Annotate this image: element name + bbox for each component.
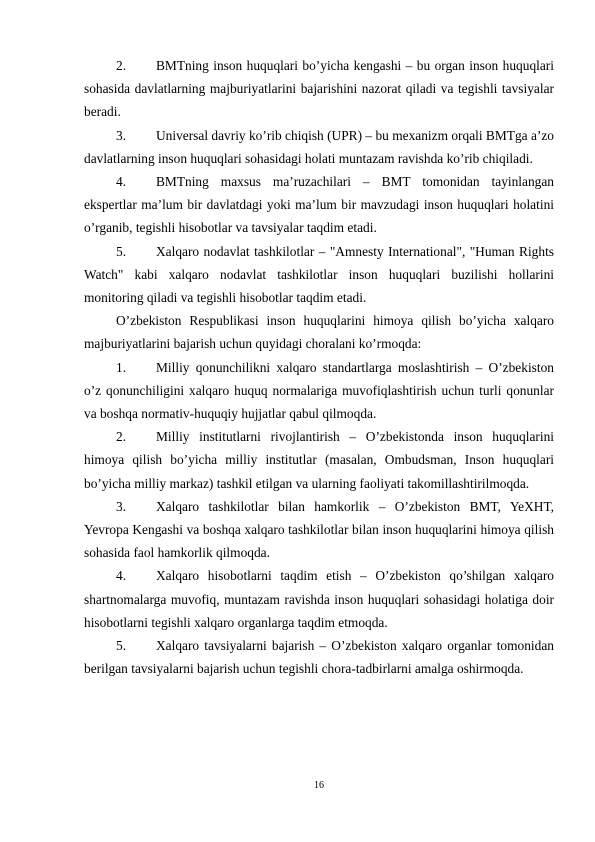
paragraph-text: Xalqaro tavsiyalarni bajarish – O’zbekiston xalqaro organlar tomonidan berilgan tavsiyalarni bajarish uchun tegishli chora-tadbirlarni amalga oshirmoqda. bbox=[84, 638, 554, 677]
paragraph-item bbox=[84, 495, 554, 565]
paragraph-item bbox=[84, 240, 554, 310]
paragraph-item bbox=[84, 54, 554, 124]
paragraph-item bbox=[84, 564, 554, 634]
paragraph-text: Xalqaro tashkilotlar bilan hamkorlik – O’zbekiston BMT, YeXHT, Yevropa Kengashi va boshqa xalqaro tashkilotlar bilan inson huquqlarini himoya qilish sohasida faol hamkorlik qilmoqda. bbox=[84, 498, 554, 561]
item-number: 4. bbox=[116, 174, 127, 190]
item-number: 1. bbox=[116, 359, 127, 375]
paragraph-text: BMTning inson huquqlari bo’yicha kengashi – bu organ inson huquqlari sohasida davlatlarning majburiyatlarini bajarishini nazorat qiladi va tegishli tavsiyalar beradi. bbox=[84, 58, 554, 120]
document-body bbox=[84, 54, 554, 680]
item-number: 3. bbox=[116, 498, 127, 514]
item-number: 5. bbox=[116, 243, 127, 259]
paragraph-text: Xalqaro nodavlat tashkilotlar – "Amnesty International", "Human Rights Watch" kabi xalqaro nodavlat tashkilotlar inson huquqlari buzilishi hollarini monitoring qiladi va tegishli hisobotlar taqdim etadi. bbox=[84, 243, 554, 306]
page-number: 16 bbox=[314, 780, 324, 791]
paragraph-text: Milliy institutlarni rivojlantirish – O’zbekistonda inson huquqlarini himoya qilish bo’yicha milliy institutlar (masalan, Ombudsman, Inson huquqlari bo’yicha milliy markaz) tashkil etilgan va ularning faoliyati takomillashtirilmoqda. bbox=[84, 429, 554, 491]
item-number: 2. bbox=[116, 429, 127, 445]
item-number: 3. bbox=[116, 127, 127, 143]
item-number: 4. bbox=[116, 568, 127, 584]
paragraph-item bbox=[84, 634, 554, 680]
paragraph-item bbox=[84, 356, 554, 426]
paragraph-item bbox=[84, 170, 554, 240]
intro-paragraph bbox=[84, 309, 554, 355]
paragraph-text: BMTning maxsus ma’ruzachilari – BMT tomonidan tayinlangan ekspertlar ma’lum bir davlatdagi yoki ma’lum bir mavzudagi inson huquqlari holatini o’rganib, tegishli hisobotlar va tavsiyalar taqdim etadi. bbox=[84, 174, 554, 236]
paragraph-item bbox=[84, 425, 554, 495]
item-number: 5. bbox=[116, 638, 127, 654]
paragraph-item bbox=[84, 124, 554, 170]
item-number: 2. bbox=[116, 58, 127, 73]
paragraph-text: Xalqaro hisobotlarni taqdim etish – O’zbekiston qo’shilgan xalqaro shartnomalarga muvofiq, muntazam ravishda inson huquqlari sohasidagi holatiga doir hisobotlarni tegishli xalqaro organlarga taqdim etmoqda. bbox=[84, 568, 554, 630]
paragraph-text: O’zbekiston Respublikasi inson huquqlarini himoya qilish bo’yicha xalqaro majburiyatlarini bajarish uchun quyidagi choralani ko’rmoqda: bbox=[84, 313, 554, 352]
paragraph-text: Milliy qonunchilikni xalqaro standartlarga moslashtirish – O’zbekiston o’z qonunchiligini xalqaro huquq normalariga muvofiqlashtirish uchun turli qonunlar va boshqa normativ-huquqiy hujjatlar qabul qilmoqda. bbox=[84, 359, 554, 422]
paragraph-text: Universal davriy ko’rib chiqish (UPR) – bu mexanizm orqali BMTga a’zo davlatlarning inson huquqlari sohasidagi holati muntazam ravishda ko’rib chiqiladi. bbox=[84, 127, 554, 166]
